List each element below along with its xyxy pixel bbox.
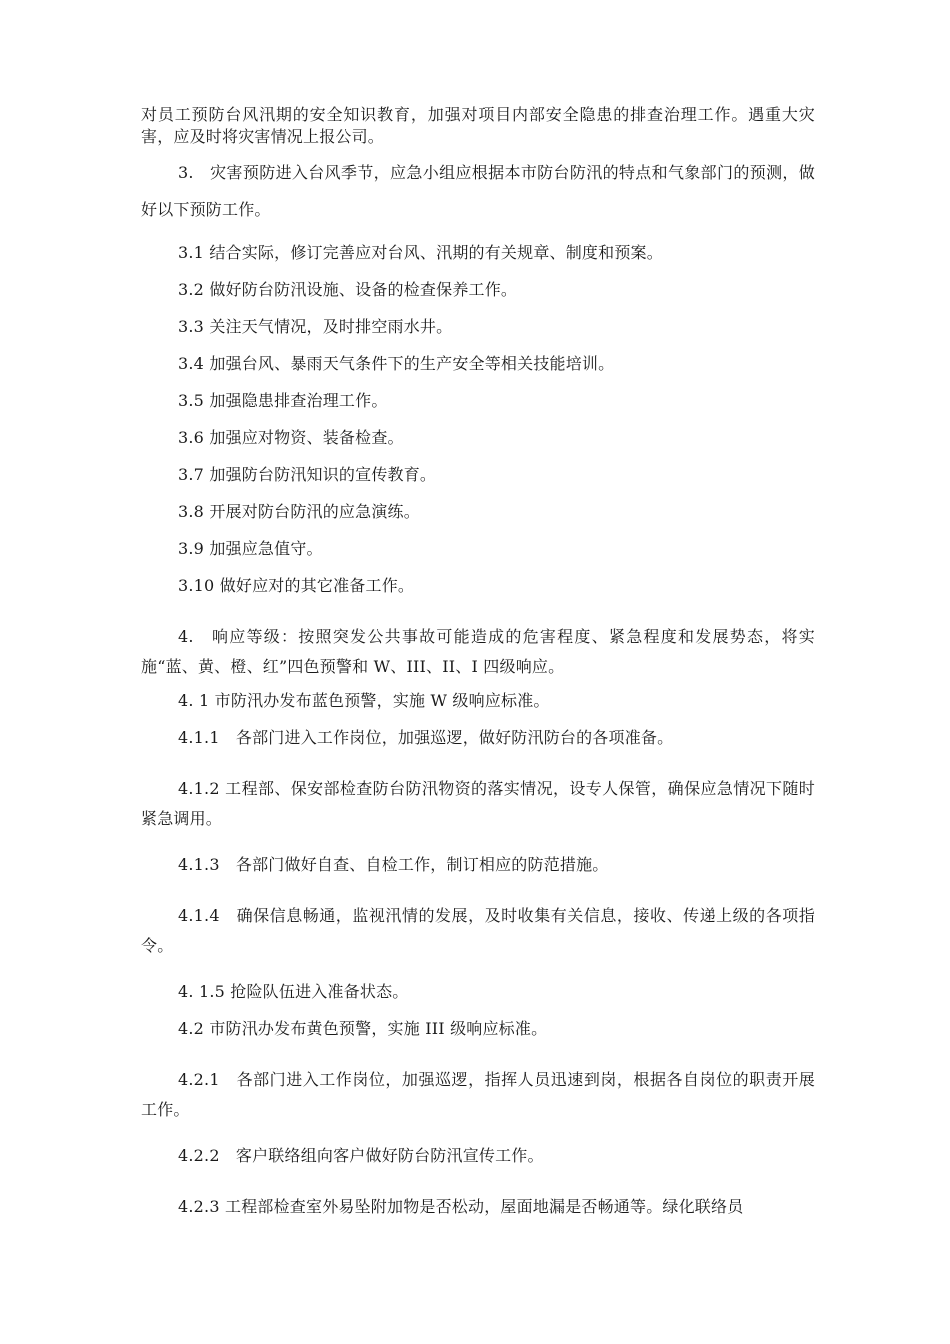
list-item: 4. 1.5 抢险队伍进入准备状态。 xyxy=(178,982,409,1001)
paragraph: 4. 响应等级：按照突发公共事故可能造成的危害程度、紧急程度和发展势态，将实施“蓝、黄、橙、红”四色预警和 W、III、II、I 四级响应。 xyxy=(141,627,815,676)
list-item: 3.8 开展对防台防汛的应急演练。 xyxy=(178,502,420,521)
paragraph: 4.1.4 确保信息畅通，监视汛情的发展，及时收集有关信息，接收、传递上级的各项指令。 xyxy=(141,906,815,955)
list-item: 3.6 加强应对物资、装备检查。 xyxy=(178,428,404,447)
list-item: 3.2 做好防台防汛设施、设备的检查保养工作。 xyxy=(178,280,518,299)
list-item: 4.1.3 各部门做好自查、自检工作，制订相应的防范措施。 xyxy=(178,855,609,874)
list-item: 4.2 市防汛办发布黄色预警，实施 III 级响应标准。 xyxy=(178,1019,548,1038)
list-item: 3.7 加强防台防汛知识的宣传教育。 xyxy=(178,465,437,484)
paragraph: 对员工预防台风汛期的安全知识教育，加强对项目内部安全隐患的排查治理工作。遇重大灾害，应及时将灾害情况上报公司。 xyxy=(141,105,815,146)
list-item: 3.4 加强台风、暴雨天气条件下的生产安全等相关技能培训。 xyxy=(178,354,615,373)
paragraph: 3. 灾害预防进入台风季节，应急小组应根据本市防台防汛的特点和气象部门的预测，做好以下预防工作。 xyxy=(141,163,815,219)
list-item: 3.3 关注天气情况，及时排空雨水井。 xyxy=(178,317,453,336)
paragraph: 4.1.2 工程部、保安部检查防台防汛物资的落实情况，设专人保管，确保应急情况下随时紧急调用。 xyxy=(141,779,815,828)
list-item: 3.5 加强隐患排查治理工作。 xyxy=(178,391,388,410)
list-item: 4.2.2 客户联络组向客户做好防台防汛宣传工作。 xyxy=(178,1146,544,1165)
list-item: 3.1 结合实际，修订完善应对台风、汛期的有关规章、制度和预案。 xyxy=(178,243,663,262)
document-body xyxy=(141,104,815,1222)
list-item: 3.10 做好应对的其它准备工作。 xyxy=(178,576,415,595)
list-item: 4.1.1 各部门进入工作岗位，加强巡逻，做好防汛防台的各项准备。 xyxy=(178,728,674,747)
list-item: 3.9 加强应急值守。 xyxy=(178,539,323,558)
paragraph: 4.2.1 各部门进入工作岗位，加强巡逻，指挥人员迅速到岗，根据各自岗位的职责开展工作。 xyxy=(141,1070,815,1119)
list-item: 4. 1 市防汛办发布蓝色预警，实施 W 级响应标准。 xyxy=(178,691,550,710)
paragraph: 4.2.3 工程部检查室外易坠附加物是否松动，屋面地漏是否畅通等。绿化联络员 xyxy=(178,1197,744,1216)
